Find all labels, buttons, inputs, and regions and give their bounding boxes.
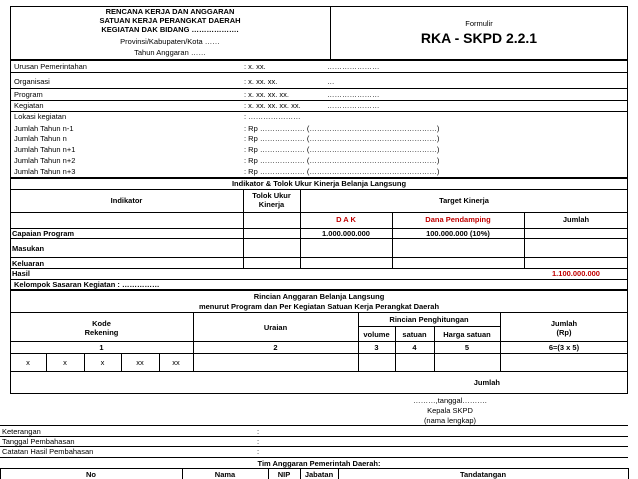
row-keluaran: Keluaran — [12, 259, 45, 268]
tim-col-jabatan: Jabatan — [304, 470, 334, 479]
row-hasil: Hasil — [12, 269, 30, 278]
col-tolok-ukur-1: Tolok Ukur — [252, 191, 291, 200]
info-value-n-plus-1: : Rp ……………… (……………………………………………) — [244, 145, 440, 154]
info-extra-program: ………………… — [327, 90, 380, 99]
kode-cell-1: x — [26, 358, 30, 367]
info-value-n-plus-2: : Rp ……………… (……………………………………………) — [244, 156, 440, 165]
title-line-2: SATUAN KERJA PERANGKAT DAERAH — [99, 16, 241, 25]
formulir-label: Formulir — [465, 19, 493, 28]
col-kode: Kode — [92, 319, 111, 328]
info-label-lokasi: Lokasi kegiatan — [14, 112, 67, 121]
info-extra-organisasi: … — [327, 77, 335, 86]
footer-keterangan: Keterangan — [2, 427, 41, 436]
col-harga-satuan: Harga satuan — [443, 330, 491, 339]
info-value-kegiatan: : x. xx. xx. xx. xx. — [244, 101, 301, 110]
num-2: 2 — [273, 343, 278, 352]
value-hasil-jumlah: 1.100.000.000 — [552, 269, 600, 278]
info-label-kegiatan: Kegiatan — [14, 101, 44, 110]
signature-place-date: ………,tanggal………. — [413, 396, 487, 405]
col-dana-pendamping: Dana Pendamping — [425, 215, 491, 224]
col-jumlah-rp-1: Jumlah — [550, 319, 578, 328]
info-label-n: Jumlah Tahun n — [14, 134, 67, 143]
kode-cell-5: xx — [172, 358, 180, 367]
info-value-n-plus-3: : Rp ……………… (……………………………………………) — [244, 167, 440, 176]
num-1: 1 — [99, 343, 104, 352]
footer-keterangan-colon: : — [257, 427, 260, 436]
info-label-program: Program — [14, 90, 43, 99]
indikator-title: Indikator & Tolok Ukur Kinerja Belanja Langsung — [231, 179, 407, 188]
footer-tanggal: Tanggal Pembahasan — [2, 437, 75, 446]
rincian-title-2: menurut Program dan Per Kegiatan Satuan Kerja Perangkat Daerah — [198, 302, 440, 311]
info-value-urusan: : x. xx. — [244, 62, 266, 71]
value-capaian-dak: 1.000.000.000 — [322, 229, 370, 238]
col-dak: D A K — [336, 215, 356, 224]
info-label-n-plus-1: Jumlah Tahun n+1 — [14, 145, 76, 154]
rincian-title-1: Rincian Anggaran Belanja Langsung — [253, 292, 385, 301]
kelompok-sasaran: Kelompok Sasaran Kegiatan : …………… — [14, 280, 160, 289]
info-label-n-plus-3: Jumlah Tahun n+3 — [14, 167, 76, 176]
kode-cell-4: xx — [136, 358, 144, 367]
num-6: 6=(3 x 5) — [548, 343, 580, 352]
kode-cell-2: x — [63, 358, 67, 367]
info-label-n-1: Jumlah Tahun n-1 — [14, 124, 74, 133]
col-indikator: Indikator — [110, 196, 143, 205]
tim-col-nip: NIP — [277, 470, 291, 479]
row-masukan: Masukan — [12, 244, 45, 253]
value-capaian-pendamping: 100.000.000 (10%) — [426, 229, 490, 238]
tim-col-no: No — [86, 470, 96, 479]
info-value-n-1: : Rp ……………… (……………………………………………) — [244, 124, 440, 133]
col-satuan: satuan — [402, 330, 427, 339]
tim-col-tandatangan: Tandatangan — [459, 470, 507, 479]
tim-col-nama: Nama — [214, 470, 236, 479]
jumlah-total-label: Jumlah — [473, 378, 500, 387]
row-capaian-program: Capaian Program — [12, 229, 75, 238]
info-label-organisasi: Organisasi — [14, 77, 50, 86]
info-value-organisasi: : x. xx. xx. — [244, 77, 278, 86]
col-jumlah: Jumlah — [562, 215, 590, 224]
signature-role: Kepala SKPD — [427, 406, 473, 415]
num-4: 4 — [412, 343, 417, 352]
col-tolok-ukur-2: Kinerja — [258, 200, 285, 209]
col-rincian-penghitungan: Rincian Penghitungan — [389, 315, 469, 324]
title-line-3: KEGIATAN DAK BIDANG ………………. — [101, 25, 239, 34]
footer-catatan: Catatan Hasil Pembahasan — [2, 447, 94, 456]
kode-cell-3: x — [100, 358, 105, 367]
signature-name: (nama lengkap) — [423, 416, 477, 425]
title-line-1: RENCANA KERJA DAN ANGGARAN — [105, 7, 235, 16]
tim-title: Tim Anggaran Pemerintah Daerah: — [257, 459, 381, 468]
title-line-4: Provinsi/Kabupaten/Kota …… — [120, 37, 220, 46]
col-rekening: Rekening — [84, 328, 119, 337]
footer-catatan-colon: : — [257, 447, 260, 456]
info-label-urusan: Urusan Pemerintahan — [14, 62, 87, 71]
col-target-kinerja: Target Kinerja — [439, 196, 489, 205]
formulir-code: RKA - SKPD 2.2.1 — [420, 30, 538, 46]
footer-tanggal-colon: : — [257, 437, 260, 446]
col-jumlah-rp-2: (Rp) — [556, 328, 572, 337]
title-line-5: Tahun Anggaran …… — [134, 48, 206, 57]
info-value-n: : Rp ……………… (……………………………………………) — [244, 134, 440, 143]
info-extra-urusan: ………………… — [327, 62, 380, 71]
num-3: 3 — [374, 343, 379, 352]
info-value-program: : x. xx. xx. xx. — [244, 90, 290, 99]
col-volume: volume — [363, 330, 390, 339]
info-extra-kegiatan: ………………… — [327, 101, 380, 110]
info-label-n-plus-2: Jumlah Tahun n+2 — [14, 156, 76, 165]
num-5: 5 — [464, 343, 470, 352]
info-value-lokasi: : ………………… — [244, 112, 301, 121]
col-uraian: Uraian — [263, 323, 288, 332]
